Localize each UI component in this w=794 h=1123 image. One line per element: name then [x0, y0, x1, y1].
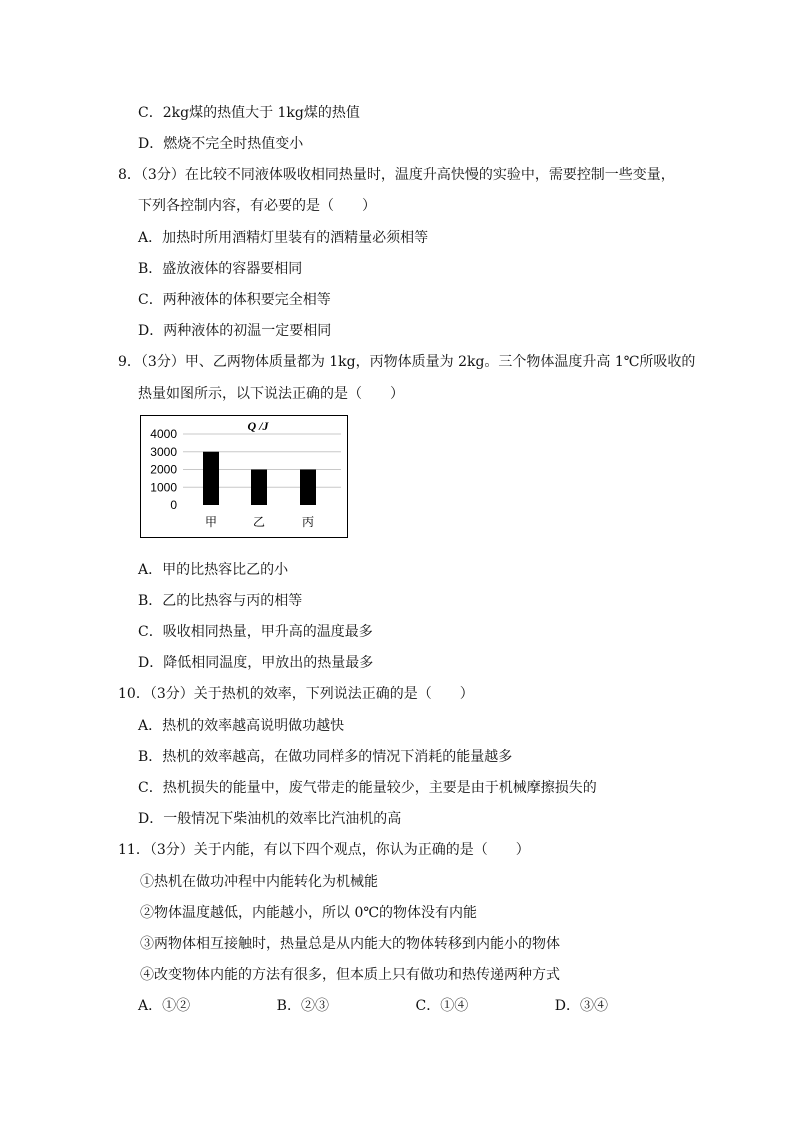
q11-statement-2: ②物体温度越低，内能越小，所以 0℃的物体没有内能 [140, 905, 478, 921]
q8-stem-line2: 下列各控制内容，有必要的是（ ） [138, 198, 376, 214]
q9-stem-line2: 热量如图所示，以下说法正确的是（ ） [138, 386, 404, 402]
bar [203, 452, 219, 505]
q9-stem-line1: 9．（3分）甲、乙两物体质量都为 1kg，丙物体质量为 2kg。三个物体温度升高 1℃所吸收的 [118, 354, 696, 370]
q8-option-d: D．两种液体的初温一定要相同 [138, 323, 332, 339]
q8-option-b: B．盛放液体的容器要相同 [138, 261, 303, 277]
q8-stem-line1: 8．（3分）在比较不同液体吸收相同热量时，温度升高快慢的实验中，需要控制一些变量， [118, 167, 675, 183]
q9-option-a: A．甲的比热容比乙的小 [138, 562, 289, 578]
q11-choice-a: A．①② [138, 998, 191, 1014]
q10-stem: 10．（3分）关于热机的效率，下列说法正确的是（ ） [118, 686, 474, 702]
q10-option-d: D．一般情况下柴油机的效率比汽油机的高 [138, 811, 402, 827]
q11-statement-3: ③两物体相互接触时，热量总是从内能大的物体转移到内能小的物体 [140, 936, 560, 952]
y-tick-label: 4000 [150, 427, 177, 441]
y-tick-label: 3000 [150, 444, 177, 459]
x-category-label: 乙 [252, 515, 266, 529]
heat-bar-chart [140, 415, 348, 538]
q11-stem: 11．（3分）关于内能，有以下四个观点，你认为正确的是（ ） [118, 842, 530, 858]
q11-choices [138, 996, 608, 1016]
bar [251, 470, 267, 506]
y-tick-label: 1000 [150, 480, 177, 495]
q10-option-b: B．热机的效率越高，在做功同样多的情况下消耗的能量越多 [138, 749, 513, 765]
q8-option-a: A．加热时所用酒精灯里装有的酒精量必须相等 [138, 230, 429, 246]
chart-svg [141, 416, 346, 536]
q11-choice-b: B．②③ [276, 998, 329, 1014]
q9-option-b: B．乙的比热容与丙的相等 [138, 593, 303, 609]
q9-option-d: D．降低相同温度，甲放出的热量最多 [138, 655, 374, 671]
q8-option-c: C．两种液体的体积要完全相等 [138, 292, 331, 308]
q10-option-c: C．热机损失的能量中，废气带走的能量较少，主要是由于机械摩擦损失的 [138, 780, 597, 796]
q7-option-c: C．2kg煤的热值大于 1kg煤的热值 [138, 105, 360, 121]
q11-choice-c: C．①④ [415, 998, 469, 1014]
q11-statement-1: ①热机在做功冲程中内能转化为机械能 [140, 874, 378, 890]
bar [300, 470, 316, 506]
chart-title: Q /J [247, 419, 269, 433]
q10-option-a: A．热机的效率越高说明做功越快 [138, 718, 345, 734]
q11-choice-d: D．③④ [554, 998, 608, 1014]
q7-option-d: D．燃烧不完全时热值变小 [138, 136, 304, 152]
q11-statement-4: ④改变物体内能的方法有很多，但本质上只有做功和热传递两种方式 [140, 967, 560, 983]
x-category-label: 甲 [204, 515, 218, 529]
x-category-label: 丙 [301, 515, 315, 529]
y-tick-label: 2000 [150, 462, 177, 477]
y-tick-label: 0 [170, 498, 177, 512]
q9-option-c: C．吸收相同热量，甲升高的温度最多 [138, 624, 373, 640]
